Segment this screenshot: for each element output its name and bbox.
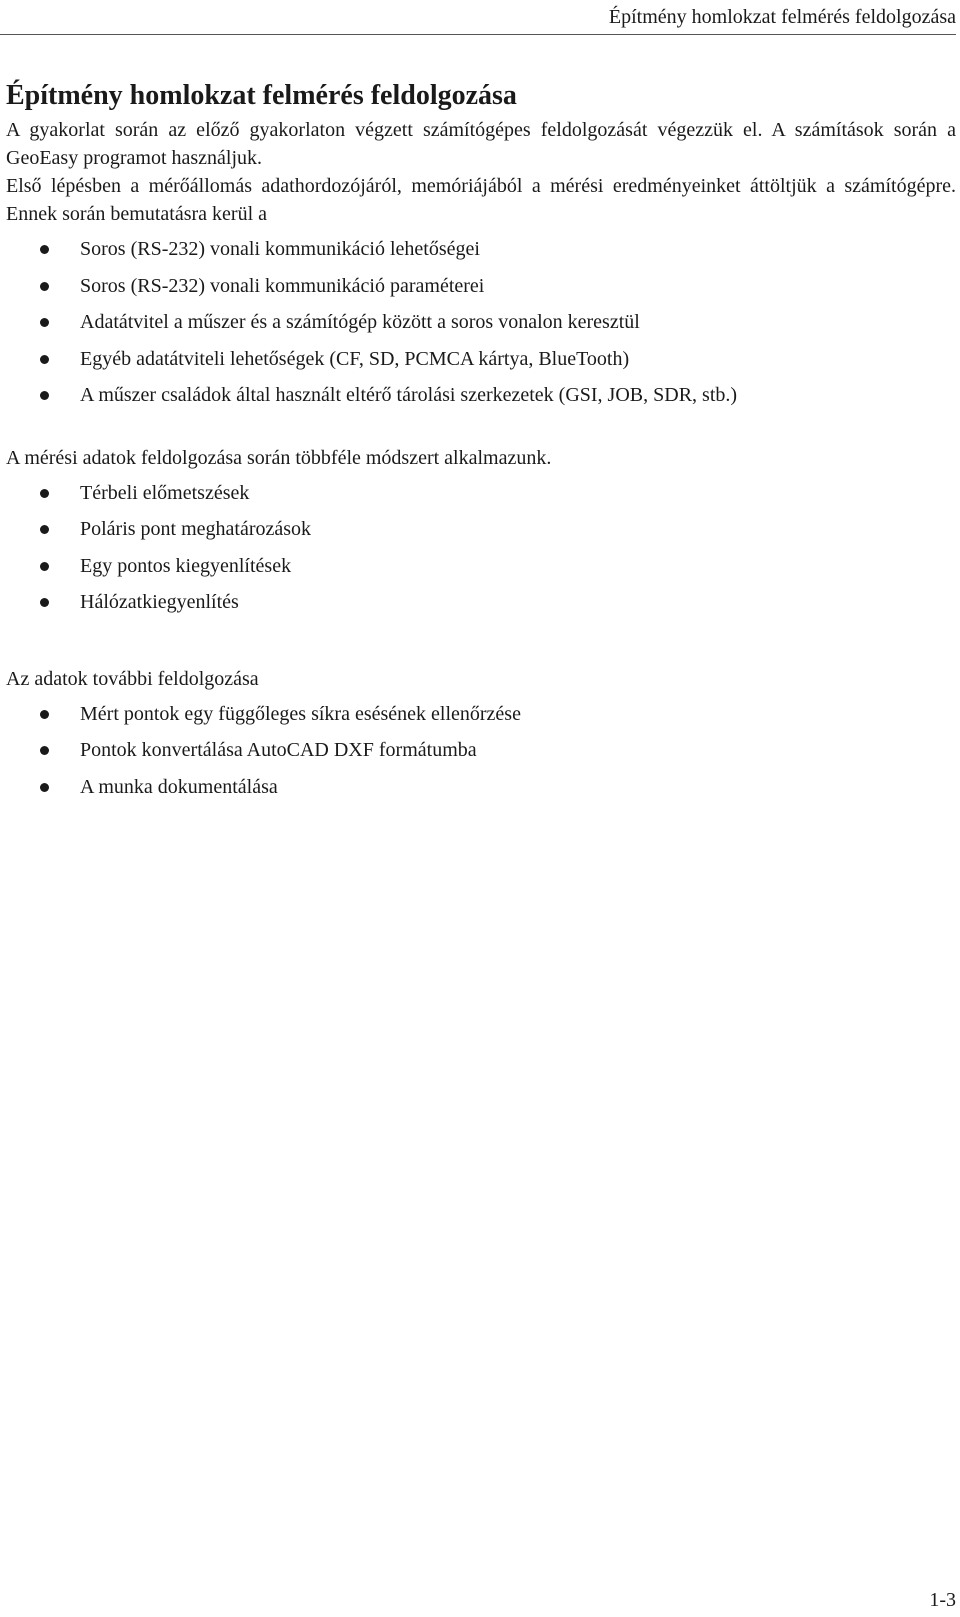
bullet-icon [40, 355, 49, 364]
list-item [6, 341, 956, 378]
list-item-text: Poláris pont meghatározások [80, 518, 312, 540]
further-processing-lead: Az adatok további feldolgozása [6, 667, 259, 690]
bullet-icon [40, 746, 49, 755]
list-item [6, 268, 956, 305]
list-item-text: A munka dokumentálása [80, 775, 278, 798]
list-item-text: A műszer családok által használt eltérő tárolási szerkezetek (GSI, JOB, SDR, stb.) [80, 384, 738, 406]
list-item-text: Soros (RS-232) vonali kommunikáció paraméterei [80, 274, 485, 297]
list-item [6, 475, 956, 512]
list-item [6, 732, 956, 769]
bullet-icon [40, 391, 49, 400]
list-item-text: Térbeli előmetszések [80, 481, 250, 504]
list-item [6, 231, 956, 268]
intro-paragraph-1: A gyakorlat során az előző gyakorlaton végzett számítógépes feldolgozását végezzük el. A számítások során a GeoEasy programot használjuk. [6, 119, 956, 169]
list-item [6, 377, 956, 414]
list-item-text: Egyéb adatátviteli lehetőségek (CF, SD, PCMCA kártya, BlueTooth) [80, 347, 630, 370]
page-content [6, 78, 956, 805]
bullet-icon [40, 710, 49, 719]
methods-list [6, 475, 956, 621]
bullet-icon [40, 562, 49, 571]
running-header: Építmény homlokzat felmérés feldolgozása [0, 4, 956, 35]
page-number: 1-3 [929, 1589, 956, 1611]
methods-lead: A mérési adatok feldolgozása során többféle módszert alkalmazunk. [6, 446, 552, 469]
list-item-text: Pontok konvertálása AutoCAD DXF formátumba [80, 739, 477, 761]
bullet-icon [40, 489, 49, 498]
list-item-text: Mért pontok egy függőleges síkra esésének ellenőrzése [80, 702, 521, 725]
list-item [6, 696, 956, 733]
bullet-icon [40, 245, 49, 254]
list-item [6, 548, 956, 585]
list-item-text: Egy pontos kiegyenlítések [80, 554, 292, 577]
list-item-text: Soros (RS-232) vonali kommunikáció lehetőségei [80, 238, 480, 260]
list-item-text: Hálózatkiegyenlítés [80, 591, 239, 613]
bullet-icon [40, 525, 49, 534]
list-item-text: Adatátvitel a műszer és a számítógép között a soros vonalon keresztül [80, 311, 640, 333]
further-processing-list [6, 696, 956, 806]
communication-topics-list [6, 231, 956, 414]
intro-paragraph-2: Első lépésben a mérőállomás adathordozójáról, memóriájából a mérési eredményeinket áttöltjük a számítógépre. Ennek során bemutatásra kerül a [6, 175, 956, 225]
page-title: Építmény homlokzat felmérés feldolgozása [6, 80, 517, 111]
bullet-icon [40, 282, 49, 291]
bullet-icon [40, 318, 49, 327]
list-item [6, 511, 956, 548]
list-item [6, 304, 956, 341]
list-item [6, 584, 956, 621]
bullet-icon [40, 783, 49, 792]
bullet-icon [40, 598, 49, 607]
list-item [6, 769, 956, 806]
